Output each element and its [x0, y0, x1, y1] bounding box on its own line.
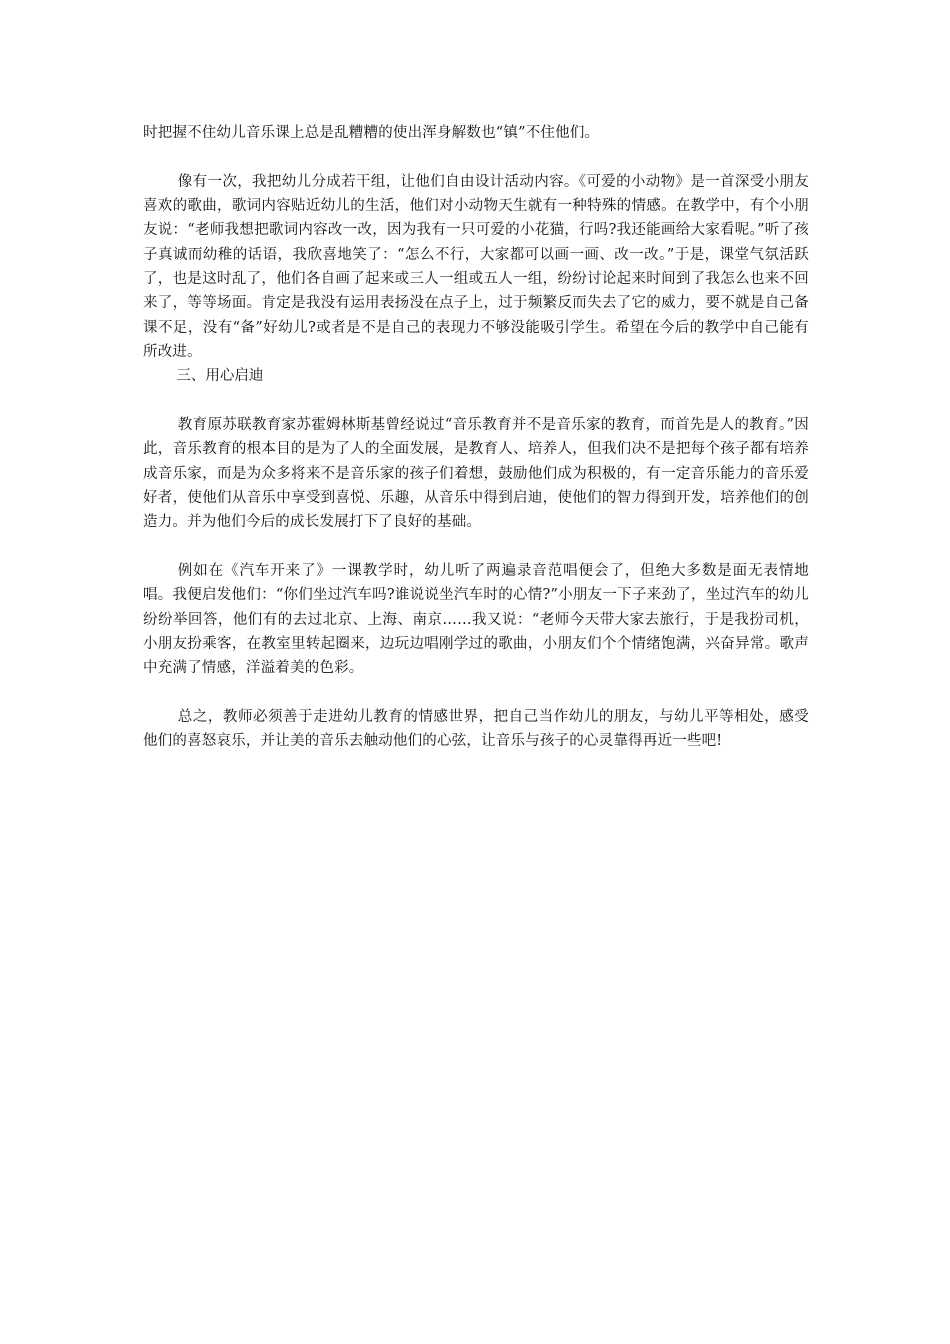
document-page: [143, 121, 809, 754]
paragraph-group-activity: 像有一次，我把幼儿分成若干组，让他们自由设计活动内容。《可爱的小动物》是一首深受小朋友喜欢的歌曲，歌词内容贴近幼儿的生活，他们对小动物天生就有一种特殊的情感。在教学中，有个小朋友说：“老师我想把歌词内容改一改，因为我有一只可爱的小花猫，行吗?我还能画给大家看呢。”听了孩子真诚而幼稚的话语，我欣喜地笑了：“怎么不行，大家都可以画一画、改一改。”于是，课堂气氛活跃了，也是这时乱了，他们各自画了起来或三人一组或五人一组，纷纷讨论起来时间到了我怎么也来不回来了，等等场面。肯定是我没有运用表扬没在点子上，过于频繁反而失去了它的威力，要不就是自己备课不足，没有“备”好幼儿?或者是不是自己的表现力不够没能吸引学生。希望在今后的教学中自己能有所改进。: [143, 173, 809, 360]
paragraph-conclusion: 总之，教师必须善于走进幼儿教育的情感世界，把自己当作幼儿的朋友，与幼儿平等相处，感受他们的喜怒哀乐，并让美的音乐去触动他们的心弦，让音乐与孩子的心灵靠得再近一些吧!: [143, 708, 809, 750]
paragraph-continuation: 时把握不住幼儿音乐课上总是乱糟糟的使出浑身解数也“镇”不住他们。: [143, 125, 600, 141]
paragraph-music-education: 教育原苏联教育家苏霍姆林斯基曾经说过“音乐教育并不是音乐家的教育，而首先是人的教育。”因此，音乐教育的根本目的是为了人的全面发展，是教育人、培养人，但我们决不是把每个孩子都有培养成音乐家，而是为众多将来不是音乐家的孩子们着想，鼓励他们成为积极的，有一定音乐能力的音乐爱好者，使他们从音乐中享受到喜悦、乐趣，从音乐中得到启迪，使他们的智力得到开发，培养他们的创造力。并为他们今后的成长发展打下了良好的基础。: [143, 416, 809, 531]
section-heading: 三、用心启迪: [176, 368, 264, 385]
paragraph-car-lesson: 例如在《汽车开来了》一课教学时，幼儿听了两遍录音范唱便会了，但绝大多数是面无表情地唱。我便启发他们：“你们坐过汽车吗?谁说说坐汽车时的心情?”小朋友一下子来劲了，坐过汽车的幼儿纷纷举回答，他们有的去过北京、上海、南京……我又说：“老师今天带大家去旅行，于是我扮司机，小朋友扮乘客，在教室里转起圈来，边玩边唱刚学过的歌曲，小朋友们个个情绪饱满，兴奋异常。歌声中充满了情感，洋溢着美的色彩。: [143, 562, 809, 677]
